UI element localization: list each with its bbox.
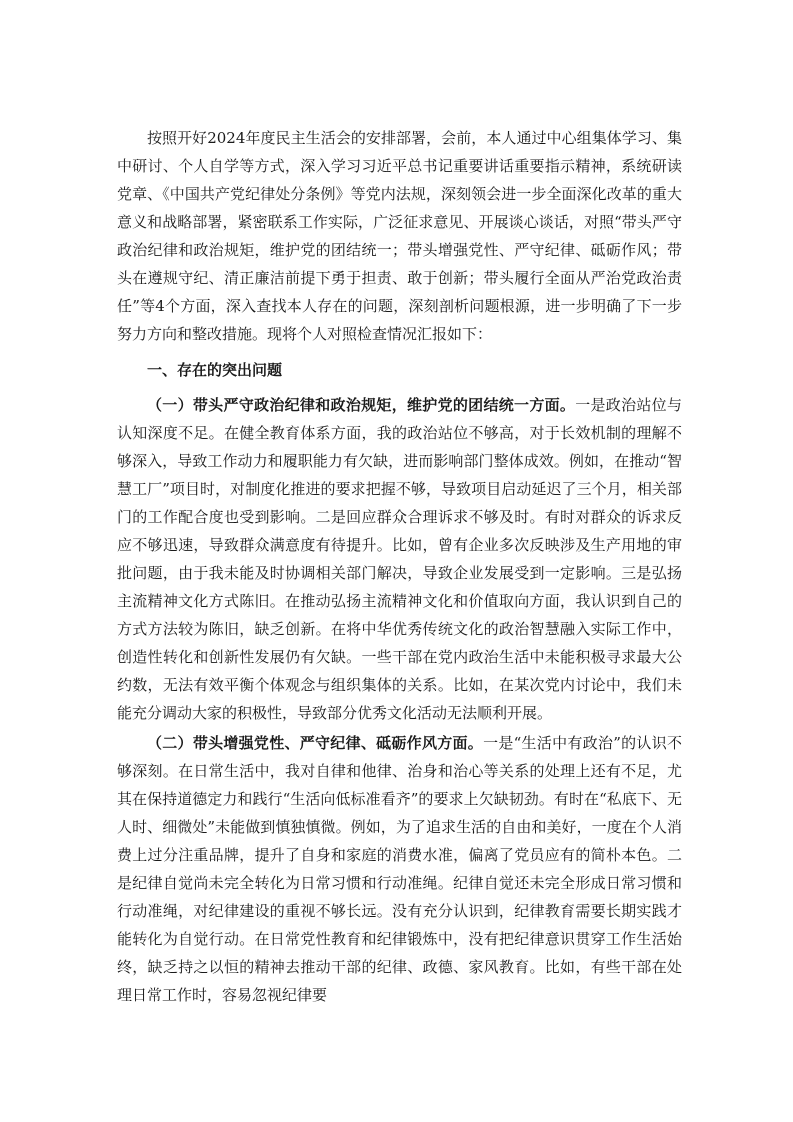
section-heading-problems: 一、存在的突出问题 <box>147 361 283 379</box>
item-1-paragraph <box>117 391 682 727</box>
item-2-paragraph <box>117 729 682 1009</box>
intro-paragraph: 按照开好2024年度民主生活会的安排部署，会前，本人通过中心组集体学习、集中研讨、个人自学等方式，深入学习习近平总书记重要讲话重要指示精神，系统研读党章、《中国共产党纪律处分条例》等党内法规，深刻领会进一步全面深化改革的重大意义和战略部署，紧密联系工作实际，广泛征求意见、开展谈心谈话，对照“带头严守政治纪律和政治规矩，维护党的团结统一；带头增强党性、严守纪律、砥砺作风；带头在遵规守纪、清正廉洁前提下勇于担责、敢于创新；带头履行全面从严治党政治责任”等4个方面，深入查找本人存在的问题，深刻剖析问题根源，进一步明确了下一步努力方向和整改措施。现将个人对照检查情况汇报如下： <box>117 129 682 343</box>
item-2-lead: （二）带头增强党性、严守纪律、砥砺作风方面。 <box>147 734 484 752</box>
document-page <box>117 124 682 1009</box>
item-1-lead: （一）带头严守政治纪律和政治规矩，维护党的团结统一方面。 <box>147 396 576 414</box>
item-2-body: 一是“生活中有政治”的认识不够深刻。在日常生活中，我对自律和他律、治身和治心等关系的处理上还有不足，尤其在保持道德定力和践行“生活向低标准看齐”的要求上欠缺韧劲。有时在“私底下、无人时、细微处”未能做到慎独慎微。例如，为了追求生活的自由和美好，一度在个人消费上过分注重品牌，提升了自身和家庭的消费水准，偏离了党员应有的简朴本色。二是纪律自觉尚未完全转化为日常习惯和行动准绳。纪律自觉还未完全形成日常习惯和行动准绳，对纪律建设的重视不够长远。没有充分认识到，纪律教育需要长期实践才能转化为自觉行动。在日常党性教育和纪律锻炼中，没有把纪律意识贯穿工作生活始终，缺乏持之以恒的精神去推动干部的纪律、政德、家风教育。比如，有些干部在处理日常工作时，容易忽视纪律要 <box>117 734 682 1004</box>
item-1-body: 一是政治站位与认知深度不足。在健全教育体系方面，我的政治站位不够高，对于长效机制的理解不够深入，导致工作动力和履职能力有欠缺，进而影响部门整体成效。例如，在推动“智慧工厂”项目时，对制度化推进的要求把握不够，导致项目启动延迟了三个月，相关部门的工作配合度也受到影响。二是回应群众合理诉求不够及时。有时对群众的诉求反应不够迅速，导致群众满意度有待提升。比如，曾有企业多次反映涉及生产用地的审批问题，由于我未能及时协调相关部门解决，导致企业发展受到一定影响。三是弘扬主流精神文化方式陈旧。在推动弘扬主流精神文化和价值取向方面，我认识到自己的方式方法较为陈旧，缺乏创新。在将中华优秀传统文化的政治智慧融入实际工作中，创造性转化和创新性发展仍有欠缺。一些干部在党内政治生活中未能积极寻求最大公约数，无法有效平衡个体观念与组织集体的关系。比如，在某次党内讨论中，我们未能充分调动大家的积极性，导致部分优秀文化活动无法顺利开展。 <box>117 396 682 722</box>
